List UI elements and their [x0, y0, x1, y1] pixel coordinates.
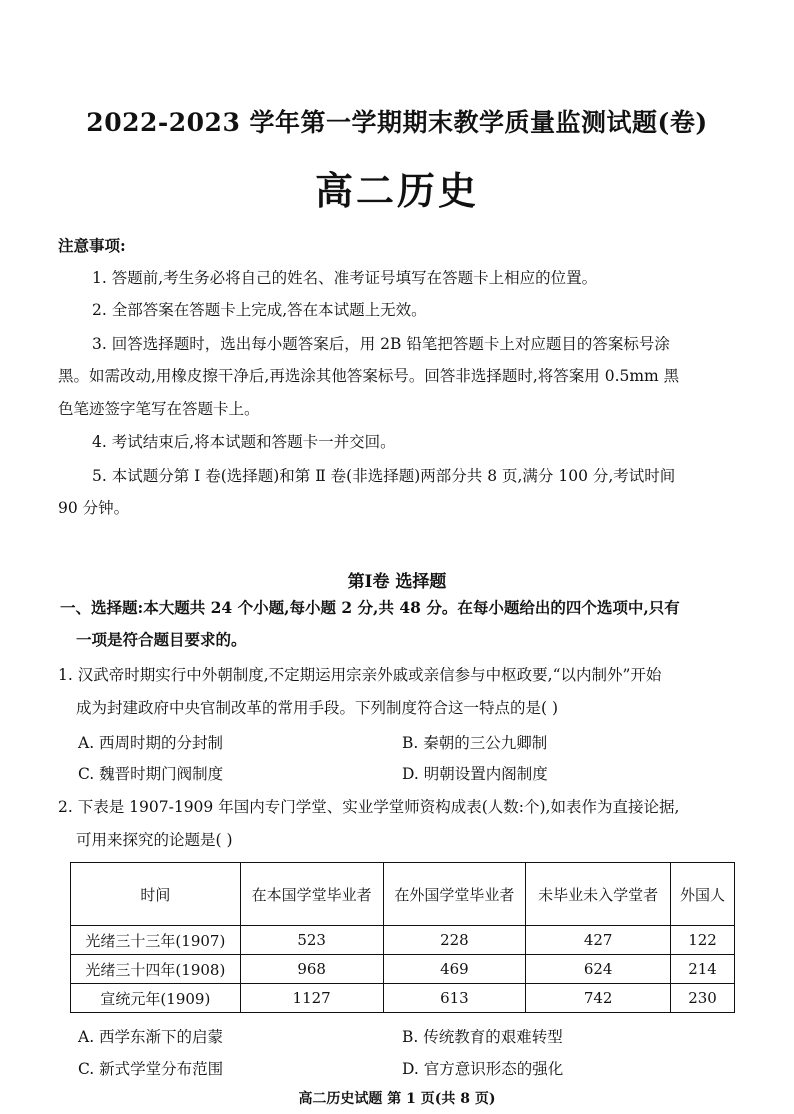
section-instruction-2: 一项是符合题目要求的。	[76, 630, 247, 649]
table-header-cell: 外国人	[671, 863, 735, 926]
q2-option-c: C. 新式学堂分布范围	[78, 1060, 224, 1078]
table-header-cell: 在本国学堂毕业者	[240, 863, 383, 926]
q2-option-a: A. 西学东渐下的启蒙	[78, 1028, 224, 1046]
table-cell: 宣统元年(1909)	[71, 984, 241, 1013]
notice-line-6: 4. 考试结束后,将本试题和答题卡一并交回。	[92, 433, 396, 451]
table-cell: 214	[671, 955, 735, 984]
q2-stem-line-1: 2. 下表是 1907-1909 年国内专门学堂、实业学堂师资构成表(人数:个),如表作为直接论据,	[58, 798, 680, 816]
q1-option-b: B. 秦朝的三公九卿制	[402, 734, 548, 752]
q1-stem-line-1: 1. 汉武帝时期实行中外朝制度,不定期运用宗亲外戚或亲信参与中枢政要,“以内制外”开始	[58, 666, 662, 684]
q1-option-d: D. 明朝设置内阁制度	[402, 765, 548, 783]
table-cell: 122	[671, 926, 735, 955]
notice-line-2: 2. 全部答案在答题卡上完成,答在本试题上无效。	[92, 301, 427, 319]
table-cell: 624	[526, 955, 671, 984]
subject-title: 高二历史	[314, 168, 479, 213]
q1-option-c: C. 魏晋时期门阀制度	[78, 765, 224, 783]
table-row	[71, 984, 735, 1013]
teacher-composition-table	[70, 862, 735, 1013]
table-header-row	[71, 863, 735, 926]
notice-line-1: 1. 答题前,考生务必将自己的姓名、准考证号填写在答题卡上相应的位置。	[92, 269, 598, 287]
notice-heading: 注意事项:	[58, 236, 126, 255]
q1-option-a: A. 西周时期的分封制	[78, 734, 224, 752]
section-title: 第Ⅰ卷 选择题	[347, 572, 447, 592]
table-row	[71, 955, 735, 984]
notice-line-7: 5. 本试题分第 Ⅰ 卷(选择题)和第 Ⅱ 卷(非选择题)两部分共 8 页,满分 100 分,考试时间	[92, 467, 676, 485]
table-cell: 469	[383, 955, 526, 984]
q2-option-b: B. 传统教育的艰难转型	[402, 1028, 563, 1046]
section-instruction-1: 一、选择题:本大题共 24 个小题,每小题 2 分,共 48 分。在每小题给出的四个选项中,只有	[60, 598, 680, 617]
table-cell: 613	[383, 984, 526, 1013]
notice-line-5: 色笔迹签字笔写在答题卡上。	[58, 400, 260, 418]
table-cell: 427	[526, 926, 671, 955]
table-row	[71, 926, 735, 955]
table-cell: 光绪三十四年(1908)	[71, 955, 241, 984]
table-cell: 228	[383, 926, 526, 955]
table-cell: 1127	[240, 984, 383, 1013]
notice-line-8: 90 分钟。	[58, 499, 130, 517]
table-cell: 968	[240, 955, 383, 984]
table-header-cell: 在外国学堂毕业者	[383, 863, 526, 926]
table-cell: 光绪三十三年(1907)	[71, 926, 241, 955]
table-cell: 523	[240, 926, 383, 955]
table-header-cell: 时间	[71, 863, 241, 926]
q1-stem-line-2: 成为封建政府中央官制改革的常用手段。下列制度符合这一特点的是( )	[76, 699, 559, 717]
exam-title: 2022-2023 学年第一学期期末教学质量监测试题(卷)	[86, 108, 708, 137]
q2-stem-line-2: 可用来探究的论题是( )	[76, 831, 233, 849]
q2-option-d: D. 官方意识形态的强化	[402, 1060, 564, 1078]
notice-line-3: 3. 回答选择题时，选出每小题答案后，用 2B 铅笔把答题卡上对应题目的答案标号涂	[92, 335, 670, 353]
page-footer: 高二历史试题 第 1 页(共 8 页)	[298, 1091, 496, 1107]
notice-line-4: 黑。如需改动,用橡皮擦干净后,再选涂其他答案标号。回答非选择题时,将答案用 0.5mm 黑	[58, 367, 680, 385]
table-cell: 230	[671, 984, 735, 1013]
table-header-cell: 未毕业未入学堂者	[526, 863, 671, 926]
table-cell: 742	[526, 984, 671, 1013]
